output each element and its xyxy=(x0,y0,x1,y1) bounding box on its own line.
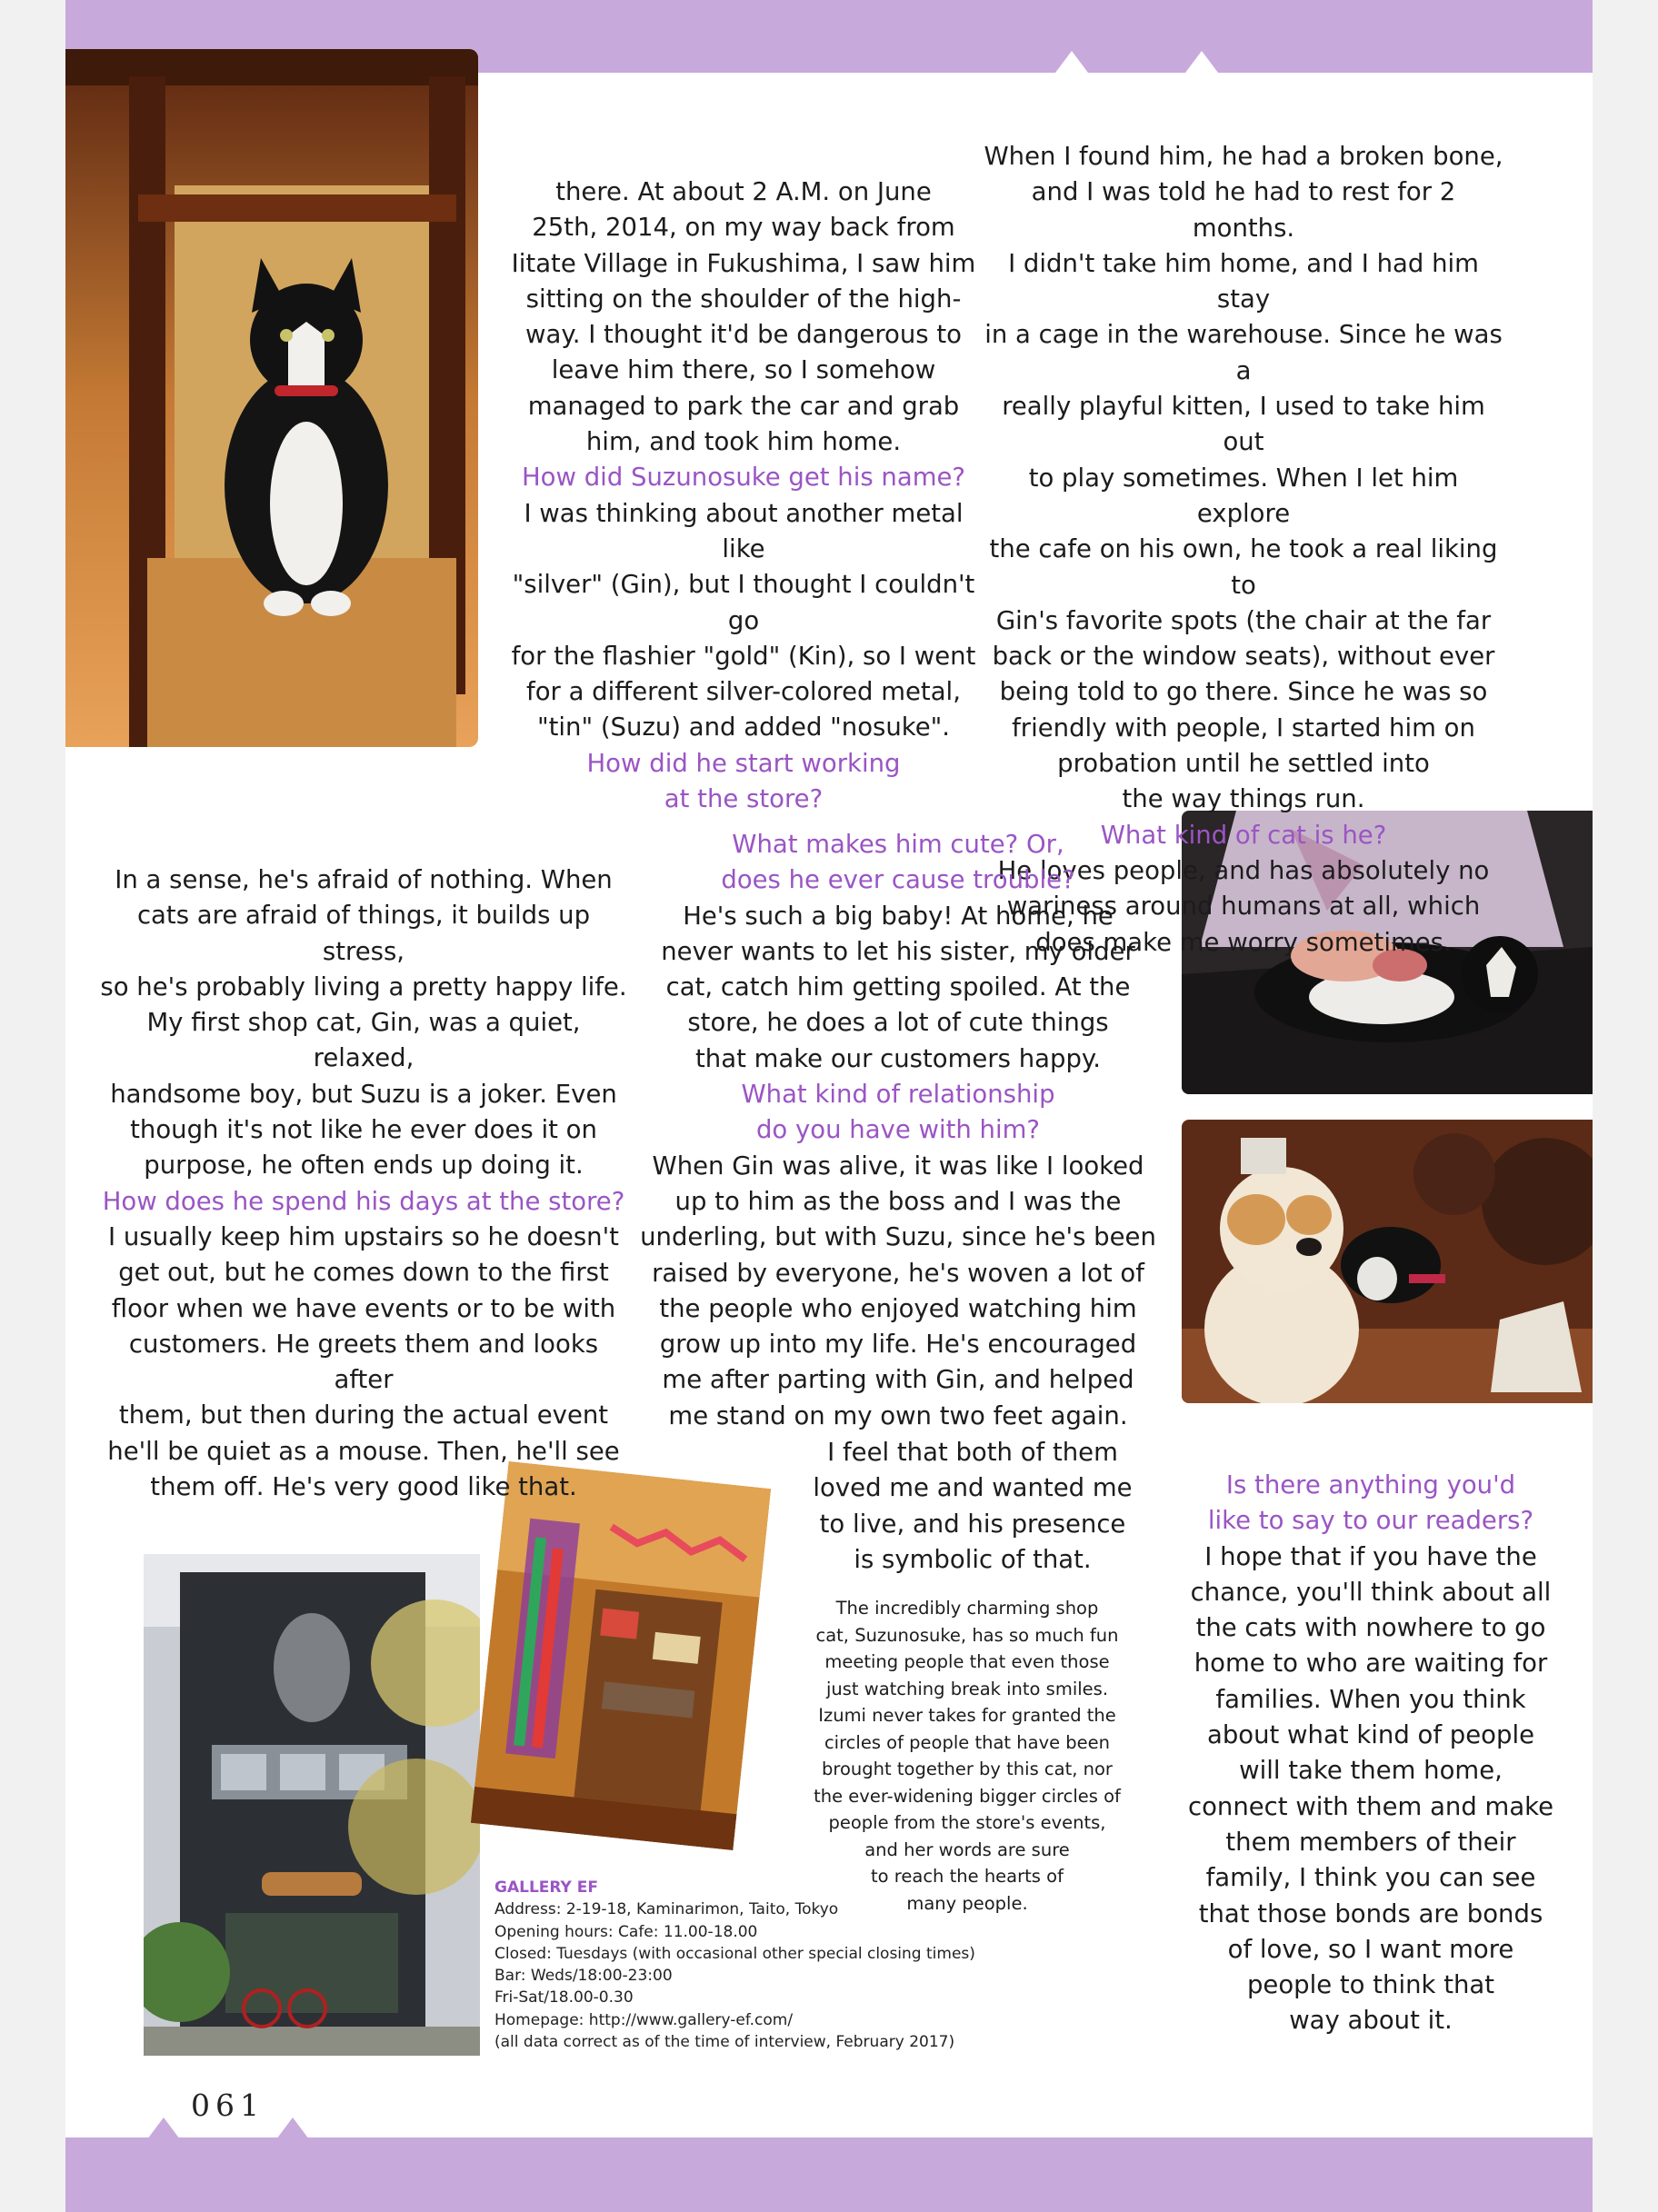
answer-line: them off. He's very good like that. xyxy=(150,1472,577,1502)
question-line: do you have with him? xyxy=(755,1115,1041,1145)
answer-line: the cafe on his own, he took a real liking to xyxy=(989,534,1498,600)
gallery-bar-hours-2: Fri-Sat/18.00-0.30 xyxy=(494,1988,634,2008)
answer-line: for the flashier "gold" (Kin), so I went xyxy=(511,641,976,671)
answer-line: store, he does a lot of cute things xyxy=(687,1008,1109,1038)
answer-line: My first shop cat, Gin, was a quiet, relaxed, xyxy=(146,1008,581,1073)
answer-line: customers. He greets them and looks after xyxy=(128,1329,599,1395)
question-line: at the store? xyxy=(664,784,824,814)
caption-line: to reach the hearts of xyxy=(871,1866,1064,1887)
answer-line: him, and took him home. xyxy=(585,427,902,457)
answer-line: friendly with people, I started him on xyxy=(1012,712,1475,742)
caption-line: circles of people that have been xyxy=(824,1731,1111,1753)
answer-line: leave him there, so I somehow xyxy=(551,355,936,385)
answer-line: the way things run. xyxy=(1122,784,1365,814)
caption-line: cat, Suzunosuke, has so much fun xyxy=(815,1624,1119,1646)
answer-line: and I was told he had to rest for 2 months. xyxy=(1031,177,1456,243)
answer-line: get out, but he comes down to the first xyxy=(118,1258,609,1288)
answer-line: back or the window seats), without ever xyxy=(992,642,1495,672)
answer-line: He's such a big baby! At home, he xyxy=(683,901,1114,931)
caption-line: The incredibly charming shop xyxy=(835,1598,1099,1619)
answer-line: When I found him, he had a broken bone, xyxy=(984,142,1503,171)
answer-line: does make me worry sometimes. xyxy=(1035,927,1452,957)
answer-line: the people who enjoyed watching him xyxy=(659,1293,1137,1323)
answer-line: Gin's favorite spots (the chair at the far xyxy=(995,605,1492,635)
answer-line: he'll be quiet as a mouse. Then, he'll see xyxy=(107,1436,620,1466)
answer-line: probation until he settled into xyxy=(1057,749,1430,779)
answer-line: "silver" (Gin), but I thought I couldn't go xyxy=(512,570,975,635)
column-4-text xyxy=(633,827,1164,1434)
photo-caption xyxy=(804,1595,1131,1917)
answer-line: in a cage in the warehouse. Since he was a xyxy=(984,320,1503,385)
top-band-notch-left xyxy=(1055,51,1088,73)
answer-line: them members of their xyxy=(1225,1827,1516,1857)
answer-line: 25th, 2014, on my way back from xyxy=(532,213,955,243)
answer-line: loved me and wanted me xyxy=(813,1473,1133,1503)
answer-line: for a different silver-colored metal, xyxy=(526,677,961,707)
answer-line: "tin" (Suzu) and added "nosuke". xyxy=(536,712,951,742)
answer-line: connect with them and make xyxy=(1187,1791,1554,1821)
answer-line: really playful kitten, I used to take him out xyxy=(1002,392,1485,457)
column-3-text xyxy=(98,862,629,1505)
answer-line: cat, catch him getting spoiled. At the xyxy=(665,972,1131,1002)
answer-line: will take them home, xyxy=(1239,1756,1503,1786)
answer-line: handsome boy, but Suzu is a joker. Even xyxy=(110,1079,617,1109)
caption-line: people from the store's events, xyxy=(828,1812,1106,1833)
answer-line: families. When you think xyxy=(1215,1684,1526,1714)
gallery-note: (all data correct as of the time of interview, February 2017) xyxy=(494,2033,955,2052)
answer-line: grow up into my life. He's encouraged xyxy=(659,1330,1137,1360)
cat-under-chair-photo xyxy=(65,49,478,747)
answer-line: me stand on my own two feet again. xyxy=(668,1400,1128,1430)
question-line: How did he start working xyxy=(586,748,901,778)
answer-line: people to think that xyxy=(1246,1970,1495,2000)
answer-line: floor when we have events or to be with xyxy=(111,1293,616,1323)
answer-line: home to who are waiting for xyxy=(1194,1649,1548,1679)
column-5-text xyxy=(800,1435,1145,1578)
answer-line: them, but then during the actual event xyxy=(118,1400,609,1430)
answer-line: up to him as the boss and I was the xyxy=(674,1186,1122,1216)
answer-line: of love, so I want more xyxy=(1227,1934,1514,1964)
caption-line: just watching break into smiles. xyxy=(825,1678,1109,1699)
answer-line: that those bonds are bonds xyxy=(1198,1898,1543,1928)
cat-with-plush-photo xyxy=(1182,1120,1593,1403)
answer-line: managed to park the car and grab xyxy=(527,391,960,421)
question-line: What kind of cat is he? xyxy=(1100,820,1387,850)
answer-line: that make our customers happy. xyxy=(695,1043,1101,1073)
shop-display-photo xyxy=(471,1461,771,1850)
answer-line: though it's not like he ever does it on xyxy=(130,1115,597,1145)
top-band-notch-right xyxy=(1185,51,1218,73)
answer-line: way about it. xyxy=(1289,2006,1453,2036)
answer-line: the cats with nowhere to go xyxy=(1195,1613,1546,1643)
answer-line: family, I think you can see xyxy=(1205,1863,1536,1893)
question-line: like to say to our readers? xyxy=(1207,1506,1534,1536)
gallery-closed: Closed: Tuesdays (with occasional other special closing times) xyxy=(494,1944,975,1963)
answer-line: is symbolic of that. xyxy=(854,1544,1092,1574)
bottom-band-ear-left xyxy=(147,2117,180,2139)
question-line: What kind of relationship xyxy=(741,1080,1055,1110)
caption-line: the ever-widening bigger circles of xyxy=(814,1785,1121,1807)
column-6-text xyxy=(1174,1468,1567,2039)
question-line: What makes him cute? Or, xyxy=(732,830,1064,859)
caption-line: Izumi never takes for granted the xyxy=(818,1705,1116,1726)
answer-line: wariness around humans at all, which xyxy=(1006,892,1481,922)
gallery-info xyxy=(494,1877,1004,2053)
shop-display-image xyxy=(471,1461,771,1850)
caption-line: and her words are sure xyxy=(864,1838,1070,1860)
answer-line: never wants to let his sister, my older xyxy=(661,936,1135,966)
gallery-title: GALLERY EF xyxy=(494,1878,599,1897)
answer-line: purpose, he often ends up doing it. xyxy=(144,1151,584,1181)
answer-line: I didn't take him home, and I had him stay xyxy=(1008,248,1479,314)
answer-line: Iitate Village in Fukushima, I saw him xyxy=(511,248,976,278)
answer-line: He loves people, and has absolutely no xyxy=(997,855,1490,885)
bottom-band-ear-right xyxy=(276,2117,309,2139)
storefront-image xyxy=(144,1554,480,2056)
storefront-photo xyxy=(144,1554,480,2056)
answer-line: about what kind of people xyxy=(1206,1720,1535,1750)
question-line: does he ever cause trouble? xyxy=(721,865,1075,895)
answer-line: way. I thought it'd be dangerous to xyxy=(525,320,962,350)
caption-line: meeting people that even those xyxy=(824,1651,1110,1672)
gallery-address: Address: 2-19-18, Kaminarimon, Taito, Tokyo xyxy=(494,1900,839,1919)
answer-line: I feel that both of them xyxy=(827,1438,1118,1467)
bottom-band xyxy=(65,2137,1593,2212)
question-line: Is there anything you'd xyxy=(1225,1470,1516,1500)
answer-line: to live, and his presence xyxy=(819,1509,1126,1539)
caption-line: brought together by this cat, nor xyxy=(822,1759,1113,1779)
page-number: 061 xyxy=(191,2087,265,2123)
answer-line: I usually keep him upstairs so he doesn't xyxy=(108,1221,619,1251)
answer-line: so he's probably living a pretty happy life. xyxy=(100,971,627,1001)
answer-line: chance, you'll think about all xyxy=(1190,1577,1552,1607)
caption-line: many people. xyxy=(906,1892,1028,1914)
answer-line: underling, but with Suzu, since he's been xyxy=(640,1222,1156,1252)
gallery-homepage[interactable]: Homepage: http://www.gallery-ef.com/ xyxy=(494,2010,794,2029)
answer-line: When Gin was alive, it was like I looked xyxy=(652,1151,1144,1181)
question-line: How does he spend his days at the store? xyxy=(102,1186,625,1216)
gallery-bar-hours: Bar: Weds/18:00-23:00 xyxy=(494,1967,673,1986)
answer-line: cats are afraid of things, it builds up stress, xyxy=(136,901,591,966)
question-line: How did Suzunosuke get his name? xyxy=(521,463,966,493)
answer-line: there. At about 2 A.M. on June xyxy=(555,177,932,206)
answer-line: being told to go there. Since he was so xyxy=(999,677,1488,707)
answer-line: In a sense, he's afraid of nothing. When xyxy=(115,865,613,894)
answer-line: raised by everyone, he's woven a lot of xyxy=(652,1258,1144,1288)
answer-line: I was thinking about another metal like xyxy=(524,498,964,563)
cat-under-chair-image xyxy=(65,49,478,747)
answer-line: to play sometimes. When I let him explore xyxy=(1028,463,1459,528)
answer-line: I hope that if you have the xyxy=(1204,1541,1537,1571)
cat-with-plush-image xyxy=(1182,1120,1593,1403)
column-1-text xyxy=(500,174,987,817)
answer-line: me after parting with Gin, and helped xyxy=(662,1365,1134,1395)
gallery-hours: Opening hours: Cafe: 11.00-18.00 xyxy=(494,1922,758,1941)
answer-line: sitting on the shoulder of the high- xyxy=(525,284,962,314)
